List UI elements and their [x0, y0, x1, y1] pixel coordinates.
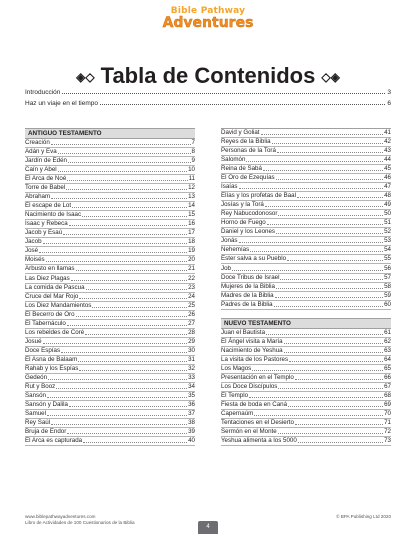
intro-row[interactable] [25, 100, 391, 107]
toc-entry[interactable] [221, 174, 391, 183]
toc-entry-label: Isaías [221, 183, 238, 191]
dot-leader [280, 279, 383, 280]
toc-entry-label: David y Goliat [221, 129, 260, 137]
toc-entry-label: Samuel [25, 409, 46, 417]
toc-entry-label: El Asna de Balaam [25, 355, 78, 363]
toc-entry-page: 8 [191, 148, 195, 156]
toc-entry-label: Reina de Sabá [221, 165, 262, 173]
dot-leader [76, 270, 188, 271]
section-gap [221, 310, 391, 318]
toc-entry-label: Jacob y Esaú [25, 229, 63, 237]
dot-leader [47, 415, 187, 416]
toc-entry[interactable] [221, 419, 391, 428]
toc-entry[interactable] [25, 437, 195, 446]
toc-entry-page: 69 [384, 400, 391, 408]
toc-entry-label: Yeshua alimenta a los 5000 [221, 437, 297, 445]
toc-entry-label: La visita de los Pastores [221, 355, 289, 363]
toc-entry-label: Juan el Bautista [221, 328, 266, 336]
toc-entry[interactable] [25, 184, 195, 193]
toc-entry[interactable] [221, 428, 391, 437]
toc-entry[interactable] [25, 247, 195, 256]
toc-entry[interactable] [25, 175, 195, 184]
dot-leader [284, 352, 384, 353]
toc-entry[interactable] [221, 301, 391, 310]
toc-entry[interactable] [221, 329, 391, 338]
toc-entry-label: Los Doce Discípulos [221, 382, 278, 390]
toc-entry-label: Salomón [221, 156, 246, 164]
toc-entry-page: 22 [188, 274, 195, 282]
dot-leader [252, 370, 383, 371]
toc-entry[interactable] [221, 383, 391, 392]
toc-entry[interactable] [221, 401, 391, 410]
toc-entry-label: El Becerro de Oro [25, 310, 75, 318]
toc-entry-page: 33 [188, 373, 195, 381]
toc-entry[interactable] [221, 292, 391, 301]
toc-entry-page: 23 [188, 283, 195, 291]
toc-entry-label: Bruja de Endor [25, 428, 67, 436]
toc-entry-page: 57 [384, 273, 391, 281]
toc-column-left [25, 128, 195, 446]
toc-entry-page: 15 [188, 211, 195, 219]
dot-leader [72, 207, 187, 208]
toc-entry-page: 60 [384, 300, 391, 308]
toc-entry-page: 21 [188, 265, 195, 273]
toc-entry-label: Jacob [25, 238, 42, 246]
toc-entry-label: Fiesta de boda en Caná [221, 400, 288, 408]
dot-leader [289, 361, 383, 362]
toc-entry[interactable] [221, 255, 391, 264]
dot-leader [67, 180, 187, 181]
footer-book: Libro de Actividades de 100 Cuestionarios de la Biblia [25, 520, 135, 525]
toc-entry-label: Los Diez Mandamientos [25, 301, 92, 309]
toc-entry-label: Gedeón [25, 373, 48, 381]
toc-entry-page: 53 [384, 237, 391, 245]
toc-entry-label: Jonás [221, 237, 238, 245]
toc-entry-page: 13 [188, 193, 195, 201]
toc-entry-label: Josué [25, 337, 42, 345]
toc-entry[interactable] [221, 392, 391, 401]
toc-entry-label: Los Magos [221, 364, 252, 372]
toc-list-new-testament [221, 329, 391, 446]
toc-entry-page: 68 [384, 391, 391, 399]
dot-leader [272, 143, 384, 144]
toc-column-right [221, 128, 391, 446]
toc-entry[interactable] [25, 157, 195, 166]
toc-entry-page: 47 [384, 183, 391, 191]
toc-entry[interactable] [221, 410, 391, 419]
toc-entry-page: 73 [384, 437, 391, 445]
dot-leader [51, 198, 187, 199]
footer-left [25, 514, 135, 526]
dot-leader [62, 93, 385, 94]
toc-entry-label: Horno de Fuego [221, 219, 266, 227]
toc-entry[interactable] [221, 283, 391, 292]
dot-leader [61, 352, 187, 353]
toc-entry-page: 55 [384, 255, 391, 263]
dot-leader [263, 170, 383, 171]
dot-leader [276, 288, 383, 289]
toc-entry-page: 24 [188, 292, 195, 300]
toc-entry[interactable] [25, 383, 195, 392]
toc-entry-page: 9 [191, 157, 195, 165]
dot-leader [68, 162, 191, 163]
toc-entry[interactable] [25, 284, 195, 293]
dot-leader [79, 298, 187, 299]
toc-entry[interactable] [221, 219, 391, 228]
toc-entry-page: 46 [384, 174, 391, 182]
toc-entry-label: Rey Saúl [25, 419, 51, 426]
toc-entry[interactable] [221, 347, 391, 356]
dot-leader [56, 388, 187, 389]
page-title [0, 64, 416, 89]
toc-list-old-testament [25, 139, 195, 446]
toc-entry[interactable] [25, 166, 195, 175]
toc-entry-page: 49 [384, 201, 391, 209]
toc-entry-label: Creación [25, 139, 50, 147]
toc-entry[interactable] [25, 401, 195, 410]
dot-leader [100, 104, 385, 105]
toc-entry[interactable] [221, 246, 391, 255]
toc-entry-page: 10 [188, 166, 195, 174]
toc-entry[interactable] [221, 264, 391, 273]
toc-entry-page: 38 [188, 419, 195, 426]
toc-entry[interactable] [221, 165, 391, 174]
toc-entry-page: 71 [384, 418, 391, 426]
diamond-ornament-icon: ◇◈ [321, 70, 340, 85]
toc-entry-page: 36 [188, 400, 195, 408]
toc-entry[interactable] [25, 229, 195, 238]
toc-entry-page: 18 [188, 238, 195, 246]
dot-leader [43, 243, 188, 244]
footer-copyright: © BPA Publishing Ltd 2020 [336, 514, 391, 519]
toc-entry-label: Daniel y los Leones [221, 228, 276, 236]
toc-entry[interactable] [221, 437, 391, 446]
toc-entry-page: 44 [384, 156, 391, 164]
dot-leader [43, 343, 188, 344]
toc-entry[interactable] [221, 356, 391, 365]
toc-entry[interactable] [25, 202, 195, 211]
toc-entry-label: Arbusto en llamas [25, 265, 75, 273]
toc-entry-page: 50 [384, 210, 391, 218]
dot-leader [85, 334, 187, 335]
toc-entry[interactable] [25, 148, 195, 157]
toc-entry[interactable] [221, 147, 391, 156]
dot-leader [250, 251, 383, 252]
toc-entry-label: Rey Nabucodonosor [221, 210, 278, 218]
logo-line2: Adventures [162, 15, 254, 31]
diamond-ornament-icon: ◈◇ [76, 70, 95, 85]
toc-entry-label: Doce Espías [25, 346, 61, 354]
toc-entry[interactable] [221, 338, 391, 347]
toc-entry-label: Ester salva a su Pueblo [221, 255, 287, 263]
dot-leader [254, 415, 383, 416]
dot-leader [265, 206, 383, 207]
intro-row[interactable] [25, 89, 391, 96]
toc-entry[interactable] [25, 374, 195, 383]
toc-entry-page: 14 [188, 202, 195, 210]
toc-entry-label: Caín y Abel [25, 166, 57, 174]
toc-entry-label: Nacimiento de Isaac [25, 211, 82, 219]
toc-entry-page: 27 [188, 319, 195, 327]
dot-leader [298, 442, 383, 443]
toc-entry-page: 66 [384, 373, 391, 381]
dot-leader [79, 370, 187, 371]
toc-entry-label: El escape de Lot [25, 202, 72, 210]
toc-entry-label: El Templo [221, 391, 249, 399]
toc-entry-page: 59 [384, 291, 391, 299]
toc-entry-page: 51 [384, 219, 391, 227]
toc-entry-label: Rut y Booz [25, 382, 56, 390]
toc-entry[interactable] [25, 220, 195, 229]
dot-leader [232, 270, 383, 271]
toc-entry-page: 17 [188, 229, 195, 237]
page-number: 4 [198, 521, 218, 534]
toc-entry[interactable] [25, 211, 195, 220]
dot-leader [83, 442, 187, 443]
toc-entry[interactable] [25, 347, 195, 356]
toc-entry-page: 45 [384, 165, 391, 173]
toc-entry-label: Isaac y Rebeca [25, 220, 68, 228]
toc-entry-page: 11 [188, 175, 195, 183]
dot-leader [287, 260, 383, 261]
dot-leader [274, 306, 384, 307]
toc-entry-label: Sansón y Dalila [25, 400, 68, 408]
toc-entry-page: 31 [188, 355, 195, 363]
toc-entry-page: 64 [384, 355, 391, 363]
toc-entry[interactable] [221, 201, 391, 210]
toc-entry-page: 37 [188, 409, 195, 417]
toc-entry[interactable] [221, 365, 391, 374]
section-header-old-testament: ANTIGUO TESTAMENTO [25, 128, 195, 139]
toc-entry-label: José [25, 247, 39, 255]
dot-leader [267, 224, 383, 225]
toc-entry[interactable] [25, 302, 195, 311]
dot-leader [47, 397, 187, 398]
toc-entry-label: Moisés [25, 256, 45, 264]
logo-line1: Bible Pathway [170, 6, 246, 16]
toc-entry[interactable] [25, 293, 195, 302]
dot-leader [249, 397, 383, 398]
dot-leader [58, 171, 187, 172]
toc-entry[interactable] [25, 428, 195, 437]
toc-list-old-testament-cont [221, 128, 391, 310]
toc-entry-label: Nehemías [221, 246, 250, 254]
dot-leader [297, 197, 383, 198]
toc-entry[interactable] [221, 228, 391, 237]
toc-entry-page: 52 [384, 228, 391, 236]
toc-entry-label: El Arca de Noé [25, 175, 67, 183]
toc-entry-page: 30 [188, 346, 195, 354]
dot-leader [58, 153, 191, 154]
toc-entry-label: Elías y los profetas de Baal [221, 192, 296, 200]
toc-entry-page: 56 [384, 264, 391, 272]
toc-entry-label: Tentaciones en el Desierto [221, 418, 294, 426]
dot-leader [284, 343, 384, 344]
dot-leader [39, 252, 187, 253]
toc-entry-label: Capernaúm [221, 409, 254, 417]
toc-entry-page: 41 [384, 129, 391, 137]
toc-entry-label: Presentación en el Templo [221, 373, 294, 381]
toc-entry[interactable] [25, 419, 195, 428]
toc-entry[interactable] [25, 356, 195, 365]
toc-entry-label: Torre de Babel [25, 184, 66, 192]
footer-website: www.biblepathwayadventures.com [25, 514, 96, 519]
toc-entry-label: Adán y Eva [25, 148, 57, 156]
toc-entry[interactable] [221, 210, 391, 219]
toc-entry-page: 63 [384, 346, 391, 354]
toc-entry[interactable] [25, 139, 195, 148]
dot-leader [82, 216, 187, 217]
toc-entry-page: 35 [188, 391, 195, 399]
intro-page: 3 [387, 89, 391, 96]
dot-leader [276, 233, 383, 234]
toc-entry[interactable] [25, 238, 195, 247]
toc-entry[interactable] [221, 156, 391, 165]
toc-entry[interactable] [25, 338, 195, 347]
toc-entry-label: Sermón en el Monte [221, 428, 277, 435]
toc-entry-page: 40 [188, 437, 195, 445]
dot-leader [278, 433, 383, 434]
toc-entry-label: El Oro de Ezequías [221, 174, 275, 182]
toc-entry[interactable] [221, 183, 391, 192]
toc-entry-label: Cruce del Mar Rojo [25, 292, 79, 300]
toc-entry-page: 72 [384, 428, 391, 435]
toc-entry-page: 62 [384, 337, 391, 345]
dot-leader [46, 261, 188, 262]
toc-entry-label: Doce Tribus de Israel [221, 273, 280, 281]
dot-leader [276, 179, 383, 180]
toc-entry-label: Sansón [25, 391, 46, 399]
dot-leader [266, 334, 383, 335]
dot-leader [66, 189, 187, 190]
intro-label: Introducción [25, 89, 61, 96]
toc-entry-page: 20 [188, 256, 195, 264]
intro-label: Haz un viaje en el tiempo [25, 100, 98, 107]
dot-leader [278, 215, 383, 216]
page-title-text: Tabla de Contenidos [100, 63, 316, 88]
toc-entry-page: 34 [188, 382, 195, 390]
toc-entry-page: 12 [188, 184, 195, 192]
dot-leader [69, 225, 187, 226]
toc-entry[interactable] [221, 274, 391, 283]
dot-leader [67, 433, 187, 434]
toc-entry-label: Josías y la Torá [221, 201, 264, 209]
toc-entry-page: 7 [191, 139, 195, 147]
dot-leader [78, 361, 187, 362]
toc-entry-page: 16 [188, 220, 195, 228]
toc-entry-label: El Ángel visita a María [221, 337, 283, 345]
dot-leader [278, 388, 383, 389]
toc-entry[interactable] [221, 374, 391, 383]
toc-entry[interactable] [221, 129, 391, 138]
toc-entry-page: 28 [188, 328, 195, 336]
dot-leader [86, 289, 188, 290]
dot-leader [261, 134, 384, 135]
toc-entry-label: Personas de la Torá [221, 147, 276, 155]
toc-entry-page: 58 [384, 282, 391, 290]
toc-entry[interactable] [25, 410, 195, 419]
toc-entry[interactable] [25, 193, 195, 202]
dot-leader [246, 161, 383, 162]
toc-entry[interactable] [25, 256, 195, 265]
dot-leader [92, 307, 187, 308]
toc-entry-label: Las Diez Plagas [25, 274, 70, 282]
toc-entry-label: Padres de la Biblia [221, 300, 273, 308]
dot-leader [51, 424, 187, 425]
section-header-new-testament: NUEVO TESTAMENTO [221, 318, 391, 329]
dot-leader [69, 406, 187, 407]
toc-entry[interactable] [25, 311, 195, 320]
toc-entry-label: Job [221, 264, 231, 272]
toc-entry-page: 32 [188, 364, 195, 372]
toc-entry-page: 65 [384, 364, 391, 372]
toc-entry[interactable] [25, 274, 195, 283]
toc-entry-label: Rahab y los Espías [25, 364, 79, 372]
toc-entry-label: El Arca es capturada [25, 437, 83, 445]
intro-page: 6 [387, 100, 391, 107]
dot-leader [76, 316, 188, 317]
toc-entry[interactable] [25, 365, 195, 374]
toc-entry-label: Nacimiento de Yeshua [221, 346, 283, 354]
toc-entry-page: 61 [384, 328, 391, 336]
toc-entry-label: El Tabernáculo [25, 319, 66, 327]
toc-entry[interactable] [25, 329, 195, 338]
toc-entry-label: Mujeres de la Biblia [221, 282, 275, 290]
toc-entry[interactable] [221, 192, 391, 201]
toc-entry-page: 29 [188, 337, 195, 345]
dot-leader [275, 297, 383, 298]
dot-leader [51, 144, 191, 145]
dot-leader [295, 379, 383, 380]
dot-leader [295, 424, 383, 425]
toc-entry-page: 19 [188, 247, 195, 255]
toc-entry-label: Reyes de la Biblia [221, 138, 271, 146]
toc-entry[interactable] [25, 320, 195, 329]
dot-leader [48, 379, 187, 380]
toc-entry[interactable] [221, 138, 391, 147]
toc-entry-label: Abraham [25, 193, 51, 201]
toc-entry-page: 70 [384, 409, 391, 417]
toc-entry-page: 48 [384, 192, 391, 200]
dot-leader [277, 152, 383, 153]
toc-entry-label: Madres de la Biblia [221, 291, 274, 299]
toc-entry-page: 25 [188, 301, 195, 309]
dot-leader [288, 406, 383, 407]
logo [0, 6, 416, 31]
toc-entry-page: 39 [188, 428, 195, 436]
toc-entry[interactable] [221, 237, 391, 246]
dot-leader [71, 280, 187, 281]
dot-leader [239, 242, 384, 243]
toc-entry-page: 67 [384, 382, 391, 390]
toc-entry-label: Los rebeldes de Coré [25, 328, 85, 336]
dot-leader [63, 234, 187, 235]
toc-entry-page: 43 [384, 147, 391, 155]
dot-leader [67, 325, 187, 326]
toc-entry-page: 26 [188, 310, 195, 318]
dot-leader [239, 188, 384, 189]
toc-entry-page: 54 [384, 246, 391, 254]
toc-entry-label: Jardín de Edén [25, 157, 67, 165]
toc-entry[interactable] [25, 265, 195, 274]
toc-entry-page: 42 [384, 138, 391, 146]
toc-entry-label: La comida de Pascua [25, 283, 85, 291]
toc-entry[interactable] [25, 392, 195, 401]
